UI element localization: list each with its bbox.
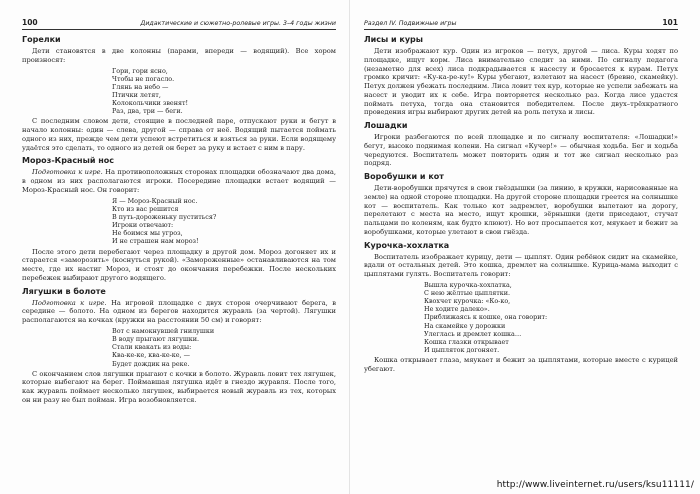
poem-line: В путь-дороженьку пуститься?: [112, 213, 217, 221]
right-page: [350, 0, 700, 494]
paragraph: Воспитатель изображает курицу, дети — цыплят. Один ребёнок сидит на скамейке, вдали от остальных детей. Это кошка, дремлет на солнышке. Курица-мама выходит с цыплятами гулять. Воспитатель говорит:: [364, 252, 678, 278]
paragraph-with-lead: [22, 168, 336, 194]
section-title-loshadki: Лошадки: [364, 121, 408, 130]
left-running-head-text: Дидактические и сюжетно-ролевые игры. 3–4 годы жизни: [140, 20, 336, 27]
paragraph: Дети изображают кур. Один из игроков — петух, другой — лиса. Куры ходят по площадке, ищут корм. Лиса внимательно следит за ними. По сигналу педагога (незаметно для всех) лиса подкрадывается к насесту и бросается к курам. Петух громко кричит: «Ку-ка-ре-ку!» Куры убегают, взлетают на насест (бревно, скамейку). Петух должен убежать последним. Лиса ловит тех кур, которые не успели забежать на насест и уводит их к себе. Игра повторяется несколько раз. Когда лисе удастся поймать петуха, тогда она становится победителем. После двух–трёхкратного проведения игры выбирают других детей на роль петуха и лисы.: [364, 47, 678, 117]
poem-line: Улеглась и дремлет кошка…: [424, 329, 522, 338]
left-running-head: [22, 18, 336, 30]
poem-line: Не ходите далеко».: [424, 305, 490, 314]
poem-line: И не страшен нам мороз!: [112, 237, 199, 246]
poem-line: Игроки отвечают:: [112, 221, 174, 230]
right-running-head: [364, 18, 678, 30]
watermark-url: http://www.liveinternet.ru/users/ksu11111/: [496, 480, 694, 490]
section-title-lyagushki: Лягушки в болоте: [22, 286, 106, 296]
poem-line: Чтобы не погасло.: [112, 74, 175, 83]
paragraph: Дети становятся в две колонны (парами, впереди — водящий). Все хором произносят:: [22, 47, 336, 64]
paragraph-text: На игровой площадке с двух сторон очерчивают берега, в середине — болото. На одном из берегов находится журавль (за чертой). Лягушки располагаются на кочках (кружки на расстоянии 50 см) и говорят:: [22, 298, 336, 325]
poem-lyagushki: [112, 327, 336, 368]
poem-line: Не боимся мы угроз,: [112, 229, 183, 238]
poem-line: В воду прыгают лягушки.: [112, 335, 200, 344]
section-title-moroz: Мороз-Красный нос: [22, 156, 114, 166]
poem-kurochka: [424, 281, 678, 354]
right-page-number: 101: [662, 18, 678, 27]
paragraph: Игроки разбегаются по всей площадке и по сигналу воспитателя: «Лошадки!» бегут, высоко поднимая колени. На сигнал «Кучер!» — обычная ходьба. Бег и ходьба чередуются. Воспитатель может повторить один и тот же сигнал несколько раз подряд.: [364, 133, 678, 168]
left-page-number: 100: [22, 18, 38, 27]
paragraph: С окончанием слов лягушки прыгают с кочки в болото. Журавль ловит тех лягушек, которые выбегают на берег. Поймавшая лягушка идёт в гнездо журавля. После того, как журавль поймает несколько лягушек, выбирается новый журавль из тех, которых он ни разу не был пойман. Игра возобновляется.: [22, 369, 336, 404]
poem-line: Вышла курочка-хохлатка,: [424, 280, 512, 289]
poem-line: Кошка глазки открывает: [424, 337, 509, 346]
poem-line: Гори, гори ясно,: [112, 66, 168, 75]
lead-italic: Подготовка к игре.: [32, 298, 107, 307]
poem-gorelki: [112, 67, 336, 116]
poem-line: Вот с намокнувшей гнилушки: [112, 326, 215, 335]
poem-line: Колокольчики звенят!: [112, 99, 189, 108]
paragraph-with-lead: [22, 299, 336, 325]
poem-line: Стали квакать из воды:: [112, 343, 192, 352]
paragraph-text: На противоположных сторонах площадки обозначают два дома, в одном из них располагаются игроки. Посередине площадки встает водящий — Мороз-Красный нос. Он говорит:: [22, 168, 336, 194]
poem-line: Квохчет курочка: «Ко-ко,: [424, 297, 511, 306]
paragraph: Кошка открывает глаза, мяукает и бежит за цыплятами, которые вместе с курицей убегают.: [364, 356, 678, 373]
poem-line: И цыпляток догоняет.: [424, 346, 500, 354]
poem-line: Кто из вас решится: [112, 204, 179, 213]
section-title-gorelki: Горелки: [22, 35, 61, 44]
section-title-lisy-i-kury: Лисы и куры: [364, 35, 424, 44]
poem-moroz: [112, 197, 336, 246]
section-title-kurochka: Курочка-хохлатка: [364, 240, 450, 250]
right-running-head-text: Раздел IV. Подвижные игры: [364, 20, 457, 27]
poem-line: С нею жёлтые цыплятки.: [424, 288, 511, 297]
poem-line: Будет дождик на реке.: [112, 359, 190, 368]
lead-italic: Подготовка к игре.: [32, 168, 103, 177]
poem-line: Раз, два, три — беги.: [112, 107, 183, 116]
poem-line: Глянь на небо —: [112, 82, 169, 91]
section-title-vorobushki: Воробушки и кот: [364, 172, 444, 181]
poem-line: Птички летят,: [112, 90, 161, 99]
paragraph: После этого дети перебегают через площадку в другой дом. Мороз догоняет их и старается «заморозить» (коснуться рукой). «Замороженные» останавливаются на том месте, где их настиг Мороз, и стоят до окончания перебежки. После нескольких перебежек выбирают другого водящего.: [22, 247, 336, 282]
poem-line: Ква-ке-ке, ква-ке-ке, —: [112, 351, 191, 360]
paragraph: С последним словом дети, стоящие в последней паре, отпускают руки и бегут в начало колонны: один — слева, другой — справа от неё. Водящий пытается поймать одного из них, прежде чем дети успеют встретиться и взяться за руки. Если водящему удаётся это сделать, то одного из детей он берет за руку и встает с ним в пару.: [22, 117, 336, 152]
paragraph: Дети-воробушки прячутся в свои гнёздышки (за линию, в кружки, нарисованные на земле) на одной стороне площадки. На другой стороне площадки греется на солнышке кот — воспитатель. Как только кот задремлет, воробушки вылетают на дорогу, перелетают с места на место, ищут крошки, зёрнышки (дети приседают, стучат пальцами по коленям, как будто клюют). Но вот просыпается кот, мяукает и бежит за воробушками, которые улетают в свои гнёзда.: [364, 184, 678, 236]
poem-line: Я — Мороз-Красный нос.: [112, 196, 198, 205]
poem-line: Приближаясь к кошке, она говорит:: [424, 313, 548, 322]
poem-line: На скамейке у дорожки: [424, 321, 506, 330]
